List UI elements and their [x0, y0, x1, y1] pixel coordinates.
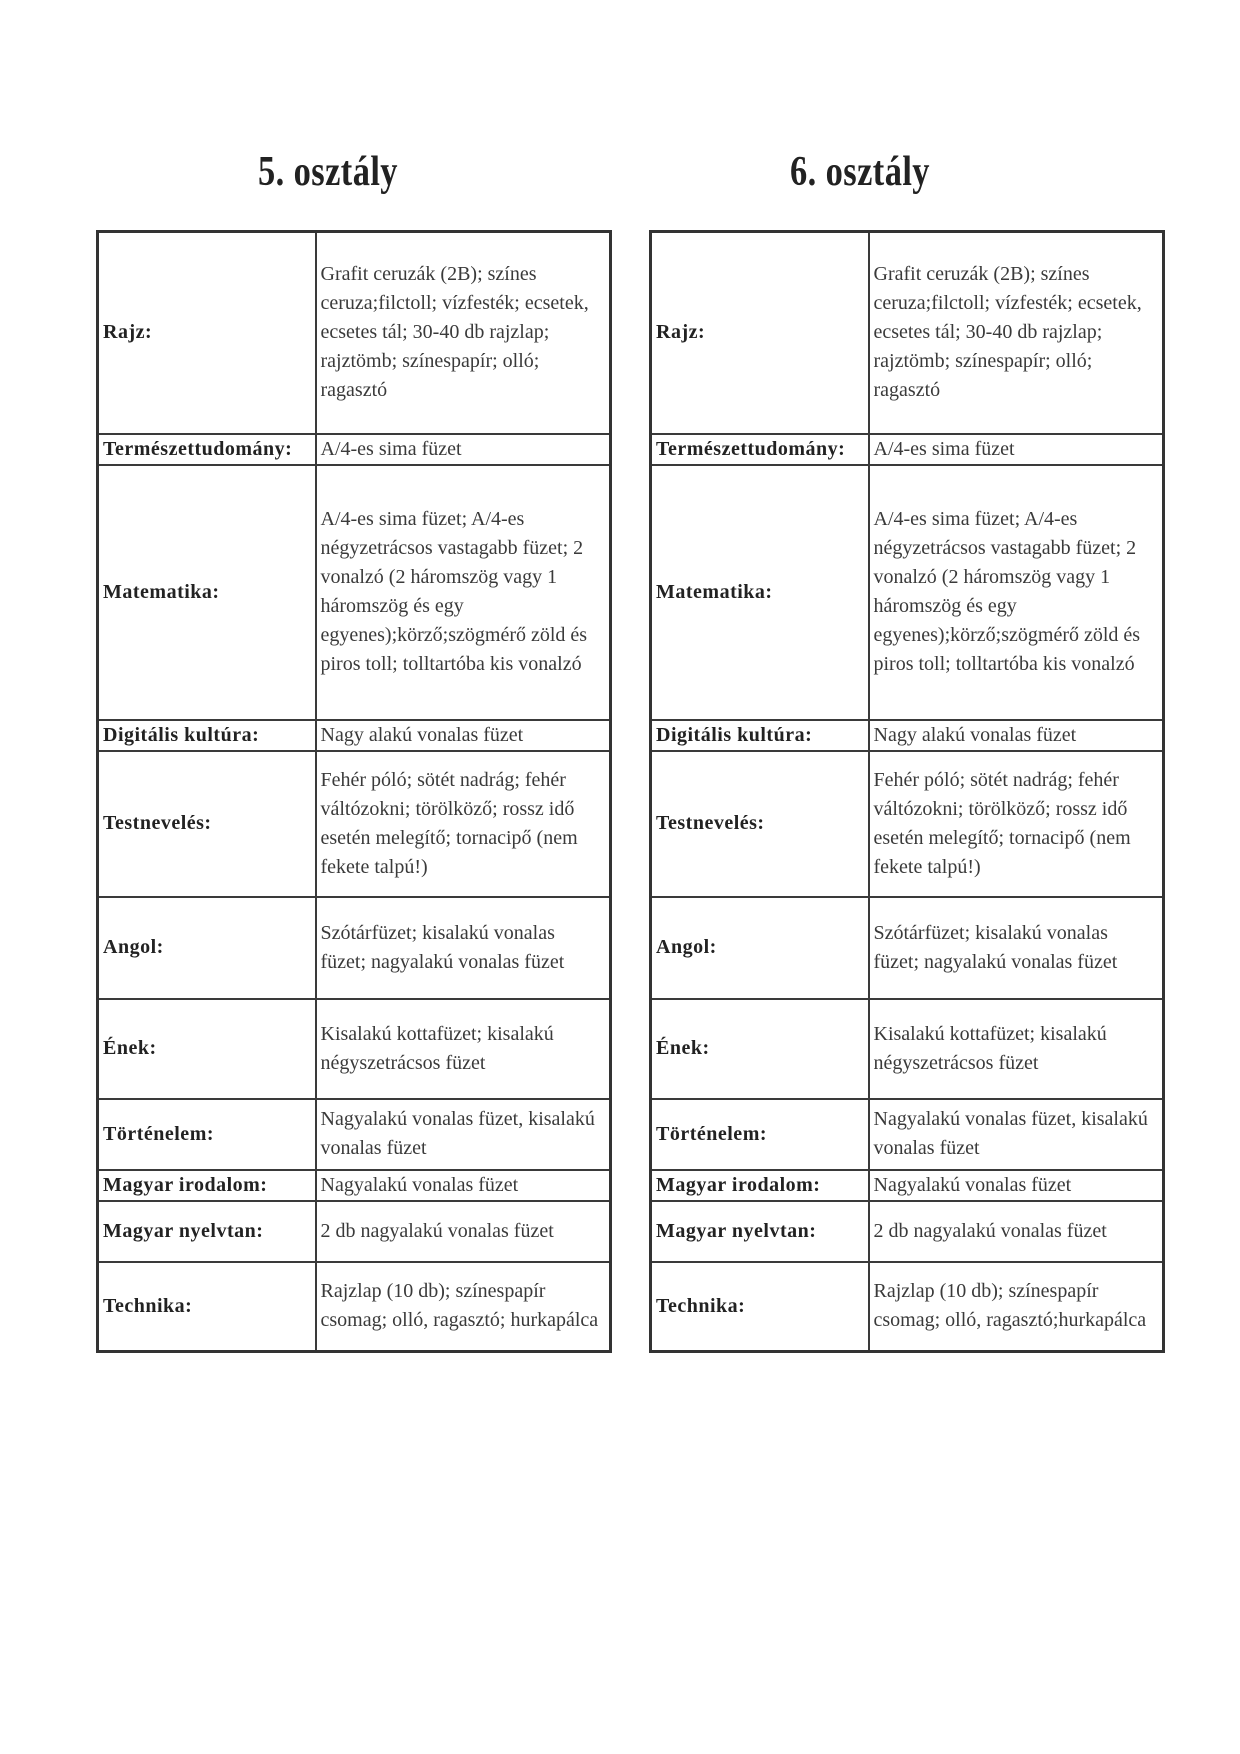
subject-cell: Rajz: — [98, 232, 316, 434]
table-row — [651, 720, 1164, 751]
items-cell: Kisalakú kottafüzet; kisalakú négyszetrácsos füzet — [869, 999, 1164, 1099]
items-cell: A/4-es sima füzet — [869, 434, 1164, 465]
items-cell: 2 db nagyalakú vonalas füzet — [316, 1201, 611, 1262]
table-row — [651, 232, 1164, 434]
table-row — [98, 897, 611, 999]
subject-cell: Technika: — [98, 1262, 316, 1352]
table-row — [651, 434, 1164, 465]
table-row — [651, 1170, 1164, 1201]
subject-cell: Testnevelés: — [651, 751, 869, 897]
subject-cell: Ének: — [651, 999, 869, 1099]
grade-6-supply-table — [649, 230, 1165, 1353]
grade-5-title: 5. osztály — [258, 149, 398, 195]
table-row — [651, 1262, 1164, 1352]
items-cell: 2 db nagyalakú vonalas füzet — [869, 1201, 1164, 1262]
items-cell: A/4-es sima füzet; A/4-es négyzetrácsos vastagabb füzet; 2 vonalzó (2 háromszög vagy 1 háromszög és egy egyenes);körző;szögmérő zöld és piros toll; tolltartóba kis vonalzó — [316, 465, 611, 720]
table-row — [98, 751, 611, 897]
items-cell: Kisalakú kottafüzet; kisalakú négyszetrácsos füzet — [316, 999, 611, 1099]
items-cell: Rajzlap (10 db); színespapír csomag; olló, ragasztó;hurkapálca — [869, 1262, 1164, 1352]
table-row — [98, 1170, 611, 1201]
subject-cell: Ének: — [98, 999, 316, 1099]
table-row — [98, 434, 611, 465]
items-cell: Nagyalakú vonalas füzet, kisalakú vonalas füzet — [316, 1099, 611, 1170]
table-row — [98, 1262, 611, 1352]
items-cell: Nagyalakú vonalas füzet — [316, 1170, 611, 1201]
table-row — [651, 465, 1164, 720]
table-row — [651, 751, 1164, 897]
subject-cell: Történelem: — [98, 1099, 316, 1170]
table-row — [98, 1201, 611, 1262]
table-row — [651, 1201, 1164, 1262]
items-cell: Fehér póló; sötét nadrág; fehér váltózokni; törölköző; rossz idő esetén melegítő; tornacipő (nem fekete talpú!) — [316, 751, 611, 897]
subject-cell: Digitális kultúra: — [98, 720, 316, 751]
table-row — [98, 720, 611, 751]
items-cell: Grafit ceruzák (2B); színes ceruza;filctoll; vízfesték; ecsetek, ecsetes tál; 30-40 db rajzlap; rajztömb; színespapír; olló; ragasztó — [316, 232, 611, 434]
items-cell: Fehér póló; sötét nadrág; fehér váltózokni; törölköző; rossz idő esetén melegítő; tornacipő (nem fekete talpú!) — [869, 751, 1164, 897]
table-row — [98, 232, 611, 434]
subject-cell: Történelem: — [651, 1099, 869, 1170]
subject-cell: Testnevelés: — [98, 751, 316, 897]
table-row — [98, 465, 611, 720]
items-cell: Nagy alakú vonalas füzet — [316, 720, 611, 751]
subject-cell: Matematika: — [651, 465, 869, 720]
items-cell: A/4-es sima füzet — [316, 434, 611, 465]
items-cell: Grafit ceruzák (2B); színes ceruza;filctoll; vízfesték; ecsetek, ecsetes tál; 30-40 db rajzlap; rajztömb; színespapír; olló; ragasztó — [869, 232, 1164, 434]
subject-cell: Természettudomány: — [651, 434, 869, 465]
subject-cell: Digitális kultúra: — [651, 720, 869, 751]
items-cell: Szótárfüzet; kisalakú vonalas füzet; nagyalakú vonalas füzet — [869, 897, 1164, 999]
subject-cell: Magyar irodalom: — [98, 1170, 316, 1201]
table-row — [651, 1099, 1164, 1170]
grade-5-supply-table — [96, 230, 612, 1353]
subject-cell: Angol: — [651, 897, 869, 999]
subject-cell: Technika: — [651, 1262, 869, 1352]
table-row — [98, 1099, 611, 1170]
items-cell: Rajzlap (10 db); színespapír csomag; olló, ragasztó; hurkapálca — [316, 1262, 611, 1352]
items-cell: Szótárfüzet; kisalakú vonalas füzet; nagyalakú vonalas füzet — [316, 897, 611, 999]
table-row — [651, 897, 1164, 999]
items-cell: Nagyalakú vonalas füzet — [869, 1170, 1164, 1201]
items-cell: A/4-es sima füzet; A/4-es négyzetrácsos vastagabb füzet; 2 vonalzó (2 háromszög vagy 1 háromszög és egy egyenes);körző;szögmérő zöld és piros toll; tolltartóba kis vonalzó — [869, 465, 1164, 720]
subject-cell: Rajz: — [651, 232, 869, 434]
subject-cell: Magyar irodalom: — [651, 1170, 869, 1201]
items-cell: Nagy alakú vonalas füzet — [869, 720, 1164, 751]
table-row — [651, 999, 1164, 1099]
table-row — [98, 999, 611, 1099]
items-cell: Nagyalakú vonalas füzet, kisalakú vonalas füzet — [869, 1099, 1164, 1170]
subject-cell: Matematika: — [98, 465, 316, 720]
grade-6-title: 6. osztály — [790, 149, 930, 195]
subject-cell: Magyar nyelvtan: — [98, 1201, 316, 1262]
subject-cell: Természettudomány: — [98, 434, 316, 465]
subject-cell: Angol: — [98, 897, 316, 999]
subject-cell: Magyar nyelvtan: — [651, 1201, 869, 1262]
